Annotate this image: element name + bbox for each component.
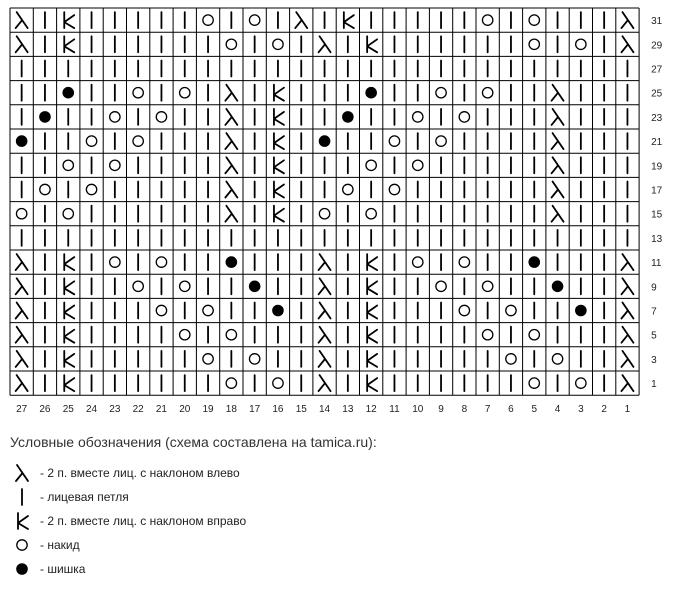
right-decrease-icon (367, 254, 377, 270)
yarn-over-icon (506, 305, 516, 315)
bobble-icon (365, 87, 377, 99)
left-decrease-icon (16, 36, 28, 52)
bobble-icon (39, 111, 51, 123)
left-decrease-icon (621, 303, 633, 319)
left-decrease-icon (16, 12, 28, 28)
yarn-over-icon (459, 112, 469, 122)
column-number: 14 (318, 404, 331, 416)
yarn-over-icon (226, 378, 236, 388)
left-decrease-icon (16, 327, 28, 343)
yarn-over-icon (576, 39, 586, 49)
bobble-icon (10, 557, 34, 581)
column-number: 1 (624, 404, 631, 416)
right-decrease-icon (367, 327, 377, 343)
yarn-over-icon (389, 184, 399, 194)
yarn-over-icon (529, 15, 539, 25)
right-decrease-icon (10, 509, 34, 533)
bobble-icon (16, 135, 28, 147)
yarn-over-icon (459, 257, 469, 267)
column-number: 4 (554, 404, 561, 416)
bobble-icon (272, 305, 284, 317)
column-number: 16 (272, 404, 284, 416)
column-number: 9 (438, 404, 444, 416)
column-number: 17 (249, 404, 261, 416)
left-decrease-icon (319, 254, 331, 270)
left-decrease-icon (621, 254, 633, 270)
column-number: 5 (531, 404, 538, 416)
legend-item-left-decrease (10, 461, 240, 485)
yarn-over-icon (226, 330, 236, 340)
column-number: 19 (202, 404, 214, 416)
left-decrease-icon (16, 351, 28, 367)
row-number: 13 (651, 233, 663, 245)
left-decrease-icon (225, 133, 237, 149)
yarn-over-icon (413, 112, 423, 122)
yarn-over-icon (576, 378, 586, 388)
bobble-icon (342, 111, 354, 123)
row-number: 5 (651, 330, 657, 342)
row-number: 29 (651, 40, 663, 52)
row-number: 11 (651, 258, 662, 270)
left-decrease-icon (552, 85, 564, 101)
column-number: 10 (412, 404, 424, 416)
left-decrease-icon (295, 12, 307, 28)
yarn-over-icon (389, 136, 399, 146)
yarn-over-icon (156, 305, 166, 315)
row-number: 7 (651, 306, 657, 318)
left-decrease-icon (552, 133, 564, 149)
yarn-over-icon (203, 354, 213, 364)
yarn-over-icon (133, 88, 143, 98)
column-number: 2 (601, 404, 607, 416)
left-decrease-icon (552, 182, 564, 198)
yarn-over-icon (110, 257, 120, 267)
yarn-over-icon (366, 160, 376, 170)
right-decrease-icon (64, 327, 74, 343)
column-number: 6 (508, 404, 514, 416)
column-number: 20 (179, 404, 191, 416)
left-decrease-icon (621, 375, 633, 391)
left-decrease-icon (16, 303, 28, 319)
yarn-over-icon (482, 88, 492, 98)
bobble-icon (62, 87, 74, 99)
column-number: 24 (85, 404, 98, 416)
left-decrease-icon (319, 36, 331, 52)
left-decrease-icon (225, 157, 237, 173)
left-decrease-icon (621, 351, 633, 367)
right-decrease-icon (367, 278, 377, 294)
column-number: 7 (484, 404, 491, 416)
yarn-over-icon (529, 378, 539, 388)
yarn-over-icon (133, 136, 143, 146)
bobble-icon (249, 281, 261, 293)
row-number: 25 (651, 88, 663, 100)
right-decrease-icon (367, 303, 377, 319)
yarn-over-icon (413, 257, 423, 267)
row-number: 23 (651, 112, 663, 124)
yarn-over-icon (180, 88, 190, 98)
legend-label-bobble: - шишка (40, 562, 86, 576)
column-number: 22 (132, 404, 144, 416)
left-decrease-icon (16, 278, 28, 294)
yarn-over-icon (343, 184, 353, 194)
yarn-over-icon (180, 281, 190, 291)
right-decrease-icon (64, 303, 74, 319)
bobble-icon (319, 135, 331, 147)
yarn-over-icon (459, 305, 469, 315)
row-number: 19 (651, 161, 663, 173)
right-decrease-icon (344, 12, 354, 28)
legend-item-yarn-over (10, 533, 80, 557)
right-decrease-icon (367, 351, 377, 367)
yarn-over-icon (413, 160, 423, 170)
column-number: 23 (109, 404, 121, 416)
yarn-over-icon (10, 533, 34, 557)
column-number: 25 (62, 404, 74, 416)
column-number: 12 (365, 404, 377, 416)
yarn-over-icon (249, 15, 259, 25)
column-number: 18 (225, 404, 237, 416)
yarn-over-icon (482, 330, 492, 340)
yarn-over-icon (482, 15, 492, 25)
row-number: 15 (651, 209, 663, 221)
yarn-over-icon (482, 281, 492, 291)
left-decrease-icon (319, 303, 331, 319)
column-number: 27 (16, 404, 28, 416)
column-number: 3 (578, 404, 584, 416)
legend-item-bobble (10, 557, 85, 581)
yarn-over-icon (40, 184, 50, 194)
right-decrease-icon (64, 254, 74, 270)
yarn-over-icon (203, 15, 213, 25)
right-decrease-icon (64, 375, 74, 391)
row-number: 9 (651, 282, 657, 294)
legend-title: Условные обозначения (схема составлена на tamica.ru): (10, 434, 377, 450)
right-decrease-icon (274, 109, 284, 125)
yarn-over-icon (273, 378, 283, 388)
column-number: 13 (342, 404, 354, 416)
yarn-over-icon (436, 136, 446, 146)
left-decrease-icon (319, 327, 331, 343)
yarn-over-icon (529, 39, 539, 49)
yarn-over-icon (436, 88, 446, 98)
left-decrease-icon (552, 157, 564, 173)
left-decrease-icon (621, 12, 633, 28)
row-number: 21 (651, 137, 663, 149)
yarn-over-icon (156, 257, 166, 267)
yarn-over-icon (529, 330, 539, 340)
left-decrease-icon (621, 36, 633, 52)
yarn-over-icon (552, 354, 562, 364)
left-decrease-icon (16, 375, 28, 391)
legend-label-left-decrease: - 2 п. вместе лиц. с наклоном влево (40, 466, 240, 480)
yarn-over-icon (110, 160, 120, 170)
yarn-over-icon (226, 39, 236, 49)
left-decrease-icon (552, 109, 564, 125)
yarn-over-icon (110, 112, 120, 122)
right-decrease-icon (64, 36, 74, 52)
right-decrease-icon (274, 182, 284, 198)
left-decrease-icon (225, 109, 237, 125)
right-decrease-icon (274, 157, 284, 173)
right-decrease-icon (274, 85, 284, 101)
row-number: 3 (651, 354, 657, 366)
yarn-over-icon (436, 281, 446, 291)
right-decrease-icon (274, 206, 284, 222)
bobble-icon (226, 256, 238, 268)
column-number: 11 (389, 404, 400, 416)
row-number: 27 (651, 64, 663, 76)
row-number: 17 (651, 185, 663, 197)
left-decrease-icon (621, 278, 633, 294)
left-decrease-icon (10, 461, 34, 485)
right-decrease-icon (274, 133, 284, 149)
yarn-over-icon (180, 330, 190, 340)
knit-stitch-icon (10, 485, 34, 509)
bobble-icon (575, 305, 587, 317)
yarn-over-icon (86, 136, 96, 146)
yarn-over-icon (319, 209, 329, 219)
left-decrease-icon (319, 351, 331, 367)
left-decrease-icon (16, 254, 28, 270)
left-decrease-icon (621, 327, 633, 343)
yarn-over-icon (16, 209, 26, 219)
legend-label-knit-stitch: - лицевая петля (40, 490, 129, 504)
yarn-over-icon (366, 209, 376, 219)
column-number: 15 (295, 404, 307, 416)
legend-label-yarn-over: - накид (40, 538, 80, 552)
column-number: 21 (155, 404, 168, 416)
left-decrease-icon (552, 206, 564, 222)
right-decrease-icon (64, 278, 74, 294)
yarn-over-icon (63, 160, 73, 170)
left-decrease-icon (225, 85, 237, 101)
yarn-over-icon (273, 39, 283, 49)
legend-label-right-decrease: - 2 п. вместе лиц. с наклоном вправо (40, 514, 247, 528)
yarn-over-icon (203, 305, 213, 315)
bobble-icon (528, 256, 540, 268)
column-number: 8 (461, 404, 468, 416)
yarn-over-icon (86, 184, 96, 194)
right-decrease-icon (64, 351, 74, 367)
left-decrease-icon (319, 278, 331, 294)
left-decrease-icon (225, 206, 237, 222)
yarn-over-icon (63, 209, 73, 219)
yarn-over-icon (506, 354, 516, 364)
column-number: 26 (39, 404, 51, 416)
row-number: 31 (651, 16, 663, 28)
right-decrease-icon (64, 12, 74, 28)
left-decrease-icon (319, 375, 331, 391)
yarn-over-icon (249, 354, 259, 364)
legend-item-knit-stitch (10, 485, 129, 509)
yarn-over-icon (156, 112, 166, 122)
yarn-over-icon (133, 281, 143, 291)
legend-item-right-decrease (10, 509, 246, 533)
row-number: 1 (651, 379, 657, 391)
right-decrease-icon (367, 375, 377, 391)
left-decrease-icon (225, 182, 237, 198)
bobble-icon (552, 281, 564, 293)
right-decrease-icon (367, 36, 377, 52)
